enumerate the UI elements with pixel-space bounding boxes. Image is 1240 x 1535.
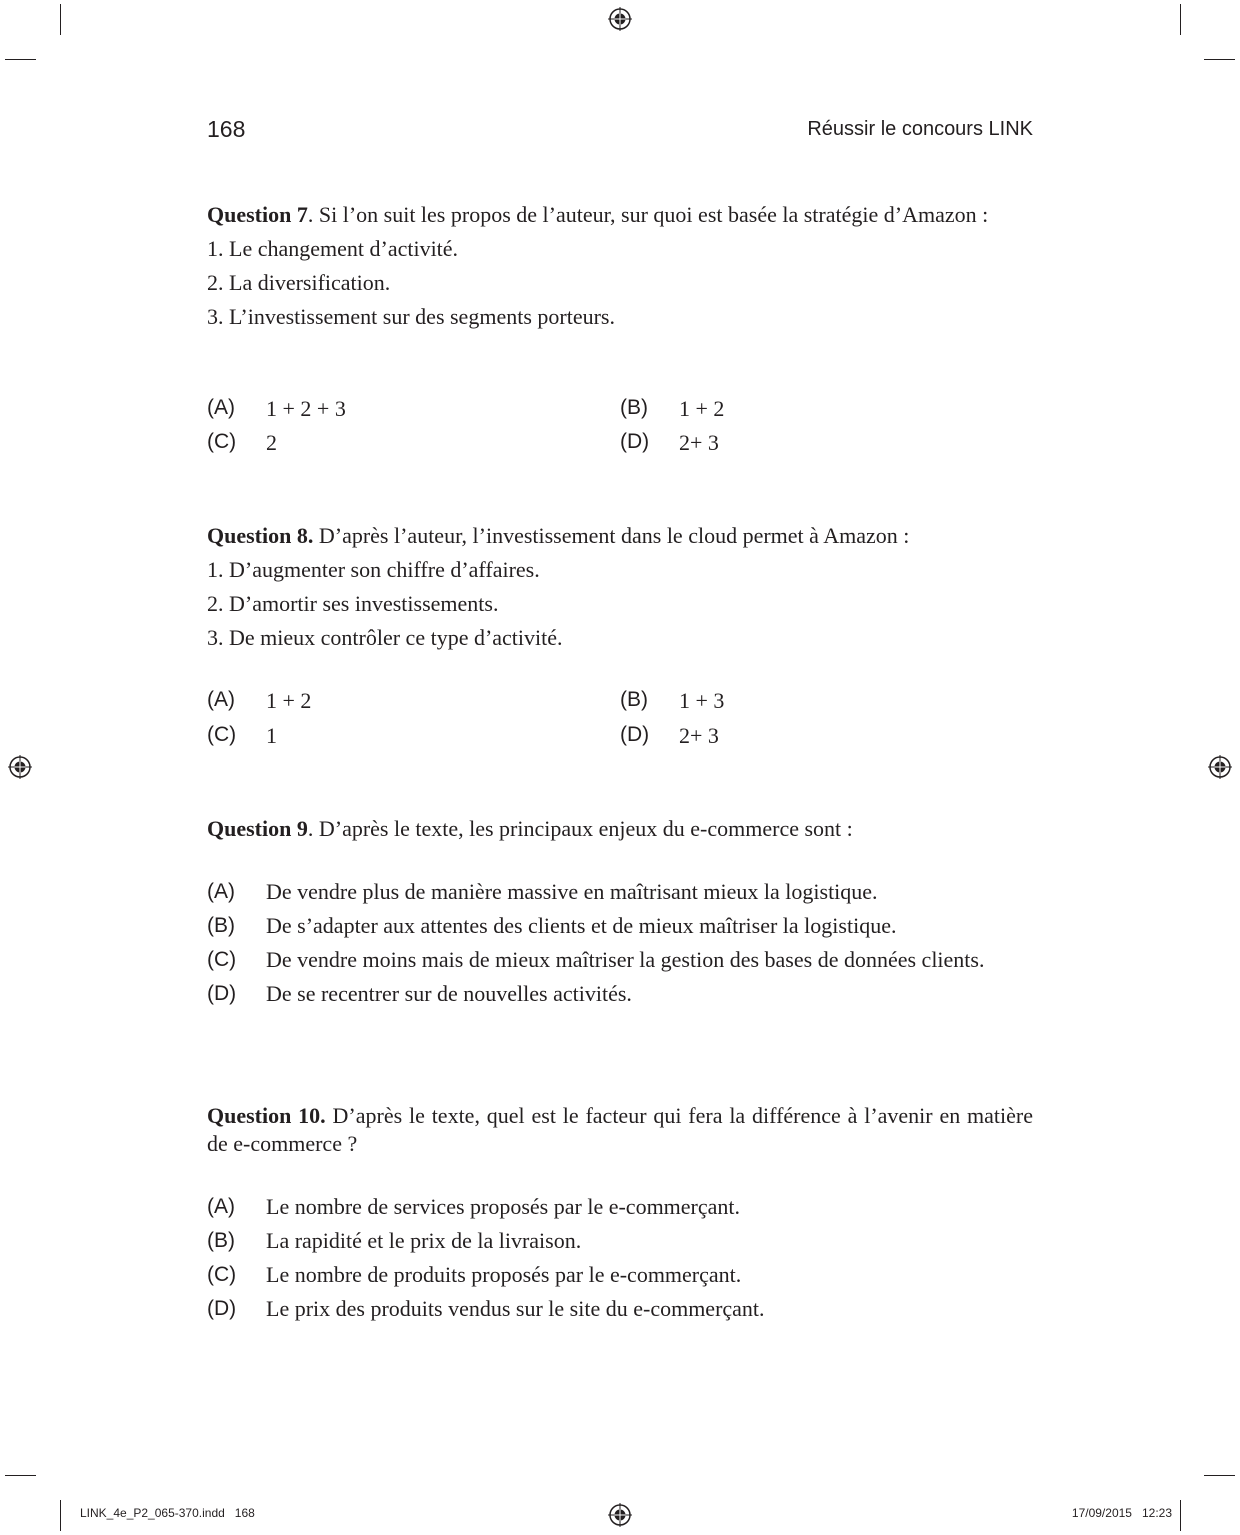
crop-mark — [60, 4, 61, 35]
option-letter: (D) — [620, 430, 650, 453]
question-label: Question 8. — [207, 523, 314, 548]
option-value: De vendre plus de manière massive en maîtrisant mieux la logistique. — [266, 879, 878, 904]
question-body: . Si l’on suit les propos de l’auteur, sur quoi est basée la stratégie d’Amazon : — [307, 202, 989, 227]
option-value: 2+ 3 — [679, 723, 719, 748]
question-10 — [207, 1102, 1033, 1158]
option-letter: (D) — [620, 723, 650, 746]
question-text — [207, 1102, 1033, 1158]
option-row — [207, 1193, 1033, 1221]
registration-mark-icon — [1208, 755, 1232, 779]
question-body: D’après l’auteur, l’investissement dans le cloud permet à Amazon : — [313, 523, 910, 548]
list-item: 3. De mieux contrôler ce type d’activité. — [207, 625, 563, 650]
option-letter: (C) — [207, 948, 237, 971]
option-value: 1 + 3 — [679, 688, 725, 713]
option-value: 1 + 2 — [679, 396, 725, 421]
option-row — [207, 912, 1033, 940]
footer-timestamp: 17/09/2015 12:23 — [1071, 1506, 1172, 1520]
list-item: 3. L’investissement sur des segments porteurs. — [207, 304, 615, 329]
registration-mark-icon — [608, 1503, 632, 1527]
answer-options — [207, 878, 1033, 1014]
option-value: De vendre moins mais de mieux maîtriser la gestion des bases de données clients. — [266, 947, 985, 972]
option-row — [207, 688, 1033, 718]
option-value: Le nombre de services proposés par le e-commerçant. — [266, 1194, 741, 1219]
option-row — [207, 980, 1033, 1008]
option-row — [207, 430, 1033, 460]
option-letter: (A) — [207, 880, 235, 903]
option-letter: (C) — [207, 1263, 237, 1286]
option-value: 1 + 2 — [266, 688, 312, 713]
question-body: D’après le texte, quel est le facteur qui fera la différence à l’avenir en matière de e-commerce ? — [207, 1103, 1033, 1156]
crop-mark — [1180, 4, 1181, 35]
question-text — [207, 201, 1033, 229]
option-row — [207, 878, 1033, 906]
question-9 — [207, 815, 1033, 843]
list-item: 1. Le changement d’activité. — [207, 236, 459, 261]
crop-mark — [60, 1500, 61, 1531]
question-8 — [207, 522, 1033, 652]
crop-mark — [1204, 59, 1235, 60]
option-value: 1 — [266, 723, 277, 748]
question-label: Question 7 — [207, 202, 308, 227]
option-value: Le nombre de produits proposés par le e-commerçant. — [266, 1262, 742, 1287]
question-label: Question 9 — [207, 816, 308, 841]
option-row — [207, 396, 1033, 426]
list-item: 2. La diversification. — [207, 270, 391, 295]
crop-mark — [5, 1475, 36, 1476]
list-item: 2. D’amortir ses investissements. — [207, 591, 499, 616]
option-row — [207, 723, 1033, 753]
question-text — [207, 522, 1033, 550]
option-letter: (D) — [207, 1297, 237, 1320]
option-value: De s’adapter aux attentes des clients et de mieux maîtriser la logistique. — [266, 913, 897, 938]
option-row — [207, 1295, 1033, 1323]
option-letter: (A) — [207, 688, 235, 711]
crop-mark — [1204, 1475, 1235, 1476]
page-number: 168 — [207, 116, 246, 142]
option-row — [207, 1261, 1033, 1289]
crop-mark — [5, 59, 36, 60]
option-value: Le prix des produits vendus sur le site du e-commerçant. — [266, 1296, 765, 1321]
footer-file-info: LINK_4e_P2_065-370.indd 168 — [80, 1506, 255, 1520]
option-value: De se recentrer sur de nouvelles activités. — [266, 981, 632, 1006]
crop-mark — [1180, 1500, 1181, 1531]
question-7 — [207, 201, 1033, 331]
option-letter: (D) — [207, 982, 237, 1005]
option-value: 2+ 3 — [679, 430, 719, 455]
option-value: 2 — [266, 430, 277, 455]
option-letter: (B) — [620, 688, 648, 711]
option-letter: (C) — [207, 430, 237, 453]
question-text — [207, 815, 1033, 843]
option-letter: (B) — [207, 914, 235, 937]
list-item: 1. D’augmenter son chiffre d’affaires. — [207, 557, 540, 582]
question-label: Question 10. — [207, 1103, 326, 1128]
registration-mark-icon — [608, 7, 632, 31]
option-value: La rapidité et le prix de la livraison. — [266, 1228, 582, 1253]
option-letter: (C) — [207, 723, 237, 746]
running-title: Réussir le concours LINK — [807, 118, 1033, 140]
answer-options — [207, 1193, 1033, 1329]
question-body: . D’après le texte, les principaux enjeux du e-commerce sont : — [307, 816, 853, 841]
option-letter: (A) — [207, 396, 235, 419]
registration-mark-icon — [8, 755, 32, 779]
option-letter: (A) — [207, 1195, 235, 1218]
option-row — [207, 1227, 1033, 1255]
option-letter: (B) — [620, 396, 648, 419]
option-value: 1 + 2 + 3 — [266, 396, 346, 421]
option-row — [207, 946, 1033, 974]
option-letter: (B) — [207, 1229, 235, 1252]
